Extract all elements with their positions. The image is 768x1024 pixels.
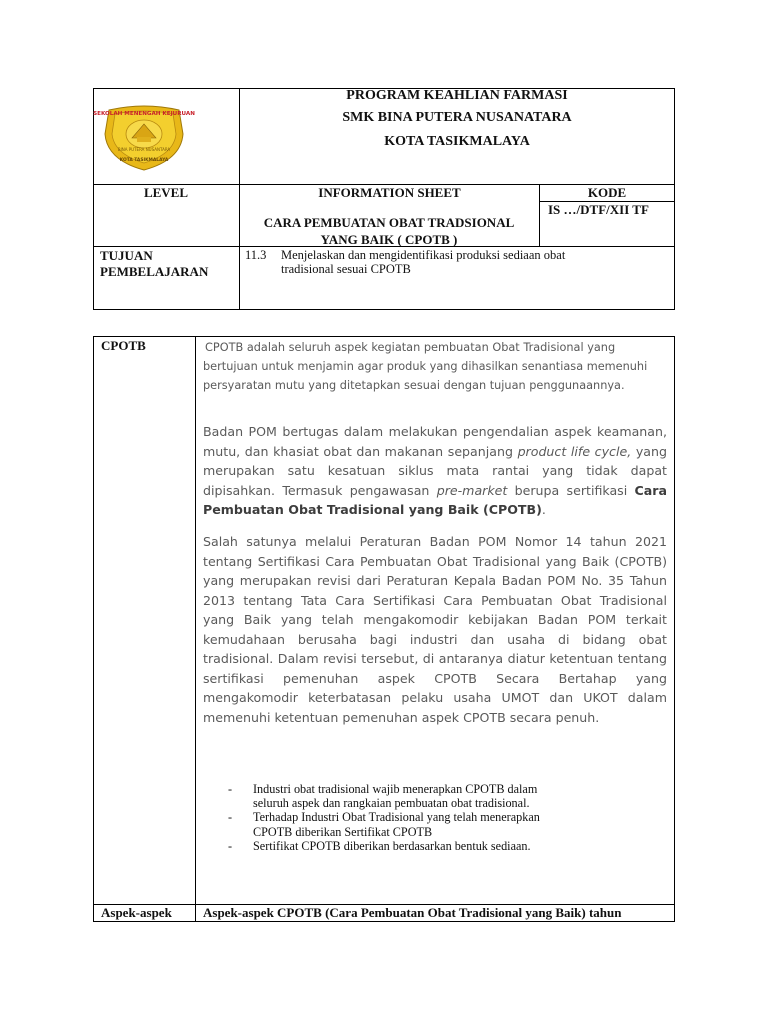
product-life-cycle-term: product life cycle, [517,443,632,459]
pre-market-term: pre-market [436,482,508,498]
tujuan-text [281,248,671,276]
tujuan-label-line2: PEMBELAJARAN [100,264,209,279]
table-border [674,88,675,310]
cpotb-definition [203,338,673,395]
list-item [228,839,558,853]
bullet-text: Industri obat tradisional wajib menerapkan CPOTB dalam seluruh aspek dan rangkaian pembuatan obat tradisional. [253,782,538,811]
table-border [674,336,675,922]
table-border [93,921,675,922]
definition-line-2: bertujuan untuk menjamin agar produk yang dihasilkan senantiasa memenuhi [203,360,648,373]
school-name: SMK BINA PUTERA NUSANATARA [342,110,572,125]
sheet-title: CARA PEMBUATAN OBAT TRADSIONAL YANG BAIK ( CPOTB ) [263,215,515,247]
tujuan-label-line1: TUJUAN [100,248,153,263]
table-border [195,336,196,922]
para2-text: Badan POM bertugas dalam melakukan pengendalian aspek keamanan, mutu, dan khasiat obat dan makanan sepanjang [203,424,667,459]
tujuan-text-line1: Menjelaskan dan mengidentifikasi produksi sediaan obat [281,248,566,262]
list-item [228,782,558,810]
tujuan-text-line2: tradisional sesuai CPOTB [281,262,411,276]
school-logo [93,104,195,172]
tujuan-label [100,248,208,280]
bullet-text: Sertifikat CPOTB diberikan berdasarkan bentuk sediaan. [253,838,531,853]
bullet-dash: - [228,810,233,825]
information-sheet-label: INFORMATION SHEET [318,185,461,200]
cpotb-bullet-list [228,782,558,853]
definition-line-3: persyaratan mutu yang ditetapkan sesuai dengan tujuan penggunaannya. [203,379,625,392]
level-label: LEVEL [143,185,189,200]
cpotb-label: CPOTB [101,338,146,353]
table-border [93,336,675,337]
city-name: KOTA TASIKMALAYA [384,134,530,149]
table-border [93,309,675,310]
badan-pom-paragraph [203,422,667,520]
bullet-text: Terhadap Industri Obat Tradisional yang telah menerapkan CPOTB diberikan Sertifikat CPOTB [253,810,540,839]
para2-text: yang merupakan satu kesatuan siklus mata rantai yang tidak dapat dipisahkan. Termasuk pengawasan [203,443,667,498]
aspek-label: Aspek-aspek [101,905,172,920]
bullet-dash: - [228,838,233,853]
logo-text-bottom: KOTA TASIKMALAYA [119,158,169,163]
logo-text-mid: BINA PUTERA NUSANTARA [117,147,171,152]
cpotb-full-name: Cara Pembuatan Obat Tradisional yang Baik (CPOTB) [203,482,667,517]
table-border [93,336,94,922]
para2-text: berupa sertifikasi [507,482,635,498]
kode-value: IS …/DTF/XII TF [548,202,649,217]
tujuan-number: 11.3 [245,248,267,262]
logo-text-top: SEKOLAH MENENGAH KEJURUAN [93,111,195,117]
kode-label: KODE [587,185,627,200]
bullet-dash: - [228,782,233,796]
header-table [93,88,675,310]
definition-line-1: CPOTB adalah seluruh aspek kegiatan pembuatan Obat Tradisional yang [205,341,616,354]
aspek-text: Aspek-aspek CPOTB (Cara Pembuatan Obat Tradisional yang Baik) tahun [203,905,622,920]
program-title: PROGRAM KEAHLIAN FARMASI [346,88,568,103]
list-item [228,810,558,838]
peraturan-paragraph: Salah satunya melalui Peraturan Badan POM Nomor 14 tahun 2021 tentang Sertifikasi Cara Pembuatan Obat Tradisional yang Baik (CPOTB) yang merupakan revisi dari Peraturan Kepala Badan POM No. 35 Tahun 2013 tentang Tata Cara Sertifikasi Cara Pembuatan Obat Tradisional yang Baik yang telah mengakomodir kebijakan Badan POM terkait kemudahaan berusaha bagi industri dan usaha di bidang obat tradisional. Dalam revisi tersebut, di antaranya diatur ketentuan tentang sertifikasi pemenuhan aspek CPOTB Secara Bertahap yang mengakomodir keterbatasan pelaku usaha UMOT dan UKOT dalam memenuhi ketentuan pemenuhan aspek CPOTB secara penuh. [203,534,667,725]
para2-text: . [541,502,546,517]
